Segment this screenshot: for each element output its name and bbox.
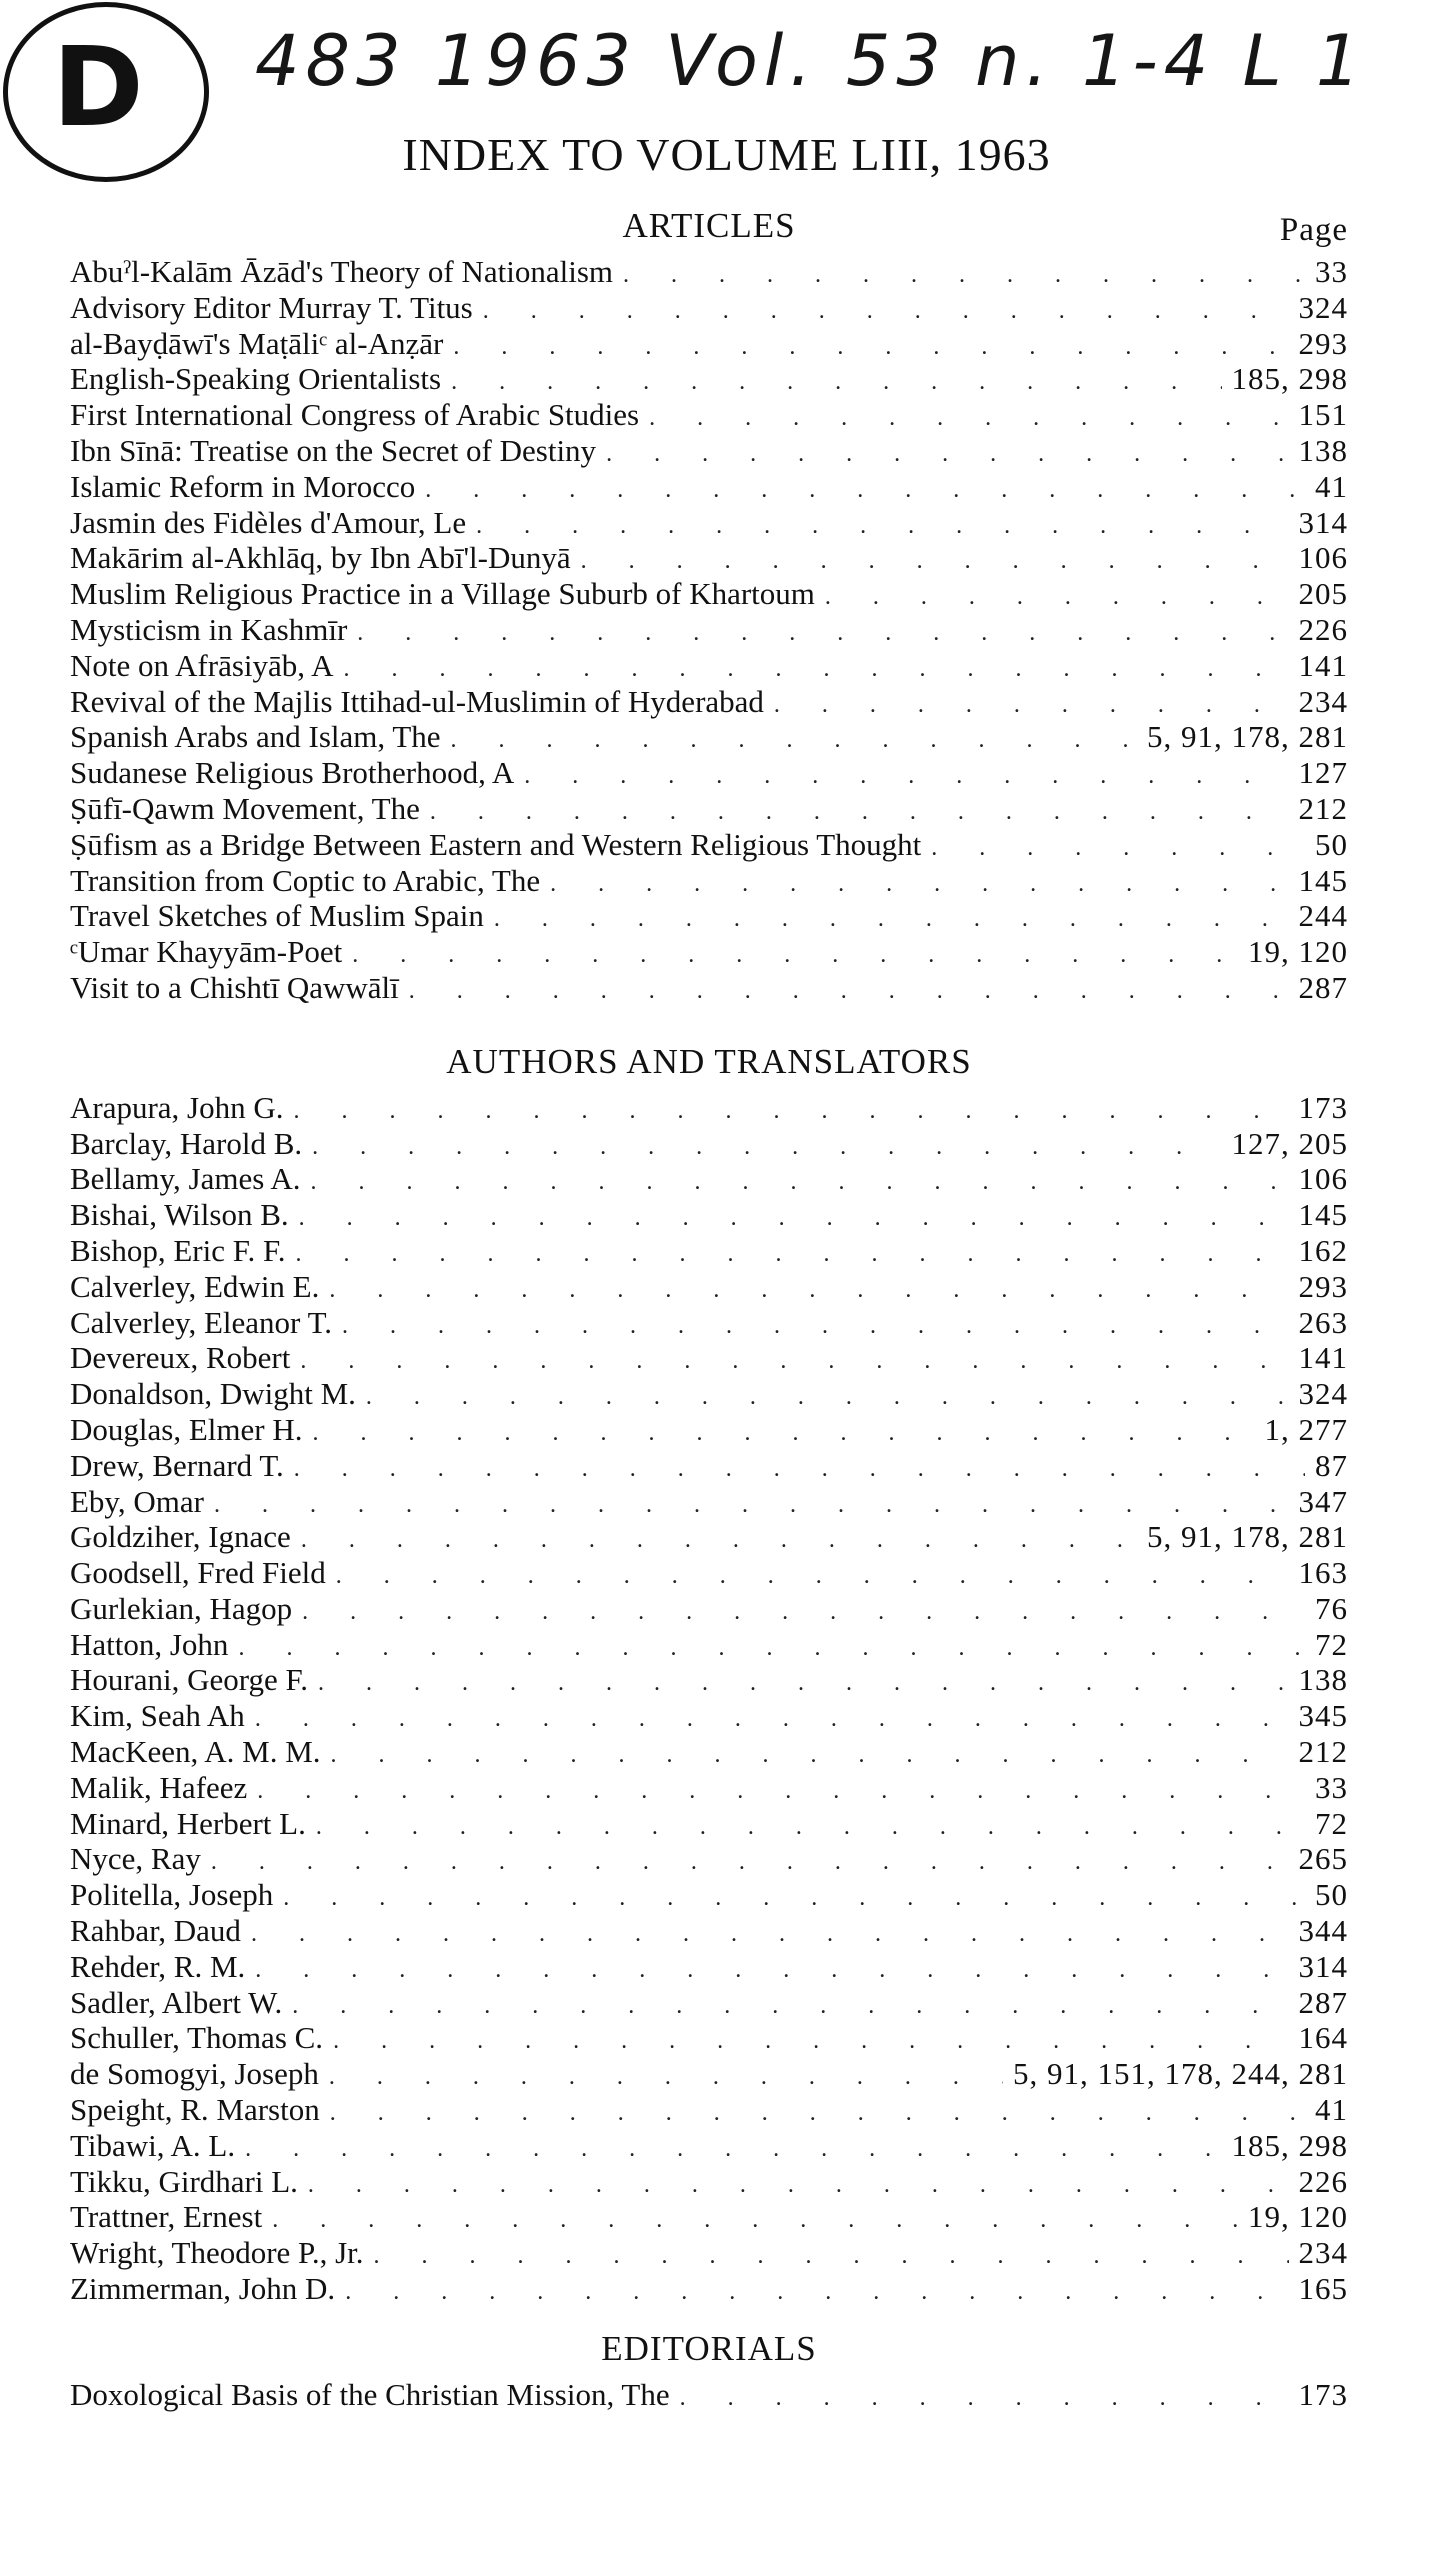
- author-entry-title: Goldziher, Ignace: [70, 1519, 291, 1555]
- article-entry-pages: 226: [1298, 611, 1348, 647]
- author-entry-pages: 265: [1298, 1841, 1348, 1877]
- dot-leader: [606, 437, 1288, 473]
- author-entry-title: Calverley, Edwin E.: [70, 1268, 320, 1304]
- article-entry-pages: 138: [1298, 432, 1348, 468]
- author-entry-title: Calverley, Eleanor T.: [70, 1304, 332, 1340]
- author-entry-pages: 234: [1298, 2235, 1348, 2271]
- page-title: INDEX TO VOLUME LIII, 1963: [402, 129, 1051, 180]
- author-entry: [70, 1627, 1348, 1663]
- author-entry-pages: 226: [1298, 2163, 1348, 2199]
- dot-leader: [550, 867, 1288, 903]
- article-entry-title: Mysticism in Kashmīr: [70, 611, 348, 647]
- article-entry: [70, 755, 1348, 791]
- editorial-entry-title: Doxological Basis of the Christian Mission, The: [70, 2376, 670, 2412]
- dot-leader: [316, 1810, 1305, 1846]
- article-entry: [70, 254, 1348, 290]
- author-entry-pages: 1, 277: [1264, 1411, 1348, 1447]
- author-entry-pages: 41: [1315, 2092, 1348, 2128]
- author-entry-title: Bishop, Eric F. F.: [70, 1232, 286, 1268]
- page-column-label: Page: [1279, 212, 1348, 248]
- dot-leader: [483, 294, 1289, 330]
- dot-leader: [451, 365, 1221, 401]
- articles-header: [70, 206, 1348, 254]
- author-entry: [70, 1913, 1348, 1949]
- editorials-heading: EDITORIALS: [601, 2328, 817, 2368]
- article-entry: [70, 576, 1348, 612]
- author-entry: [70, 1305, 1348, 1341]
- article-entry: [70, 397, 1348, 433]
- author-entry-title: Hourani, George F.: [70, 1662, 309, 1698]
- author-entry-pages: 5, 91, 151, 178, 244, 281: [1013, 2056, 1348, 2092]
- author-entry-title: MacKeen, A. M. M.: [70, 1734, 321, 1770]
- author-entry: [70, 2235, 1348, 2271]
- author-entry: [70, 1090, 1348, 1126]
- article-entry: [70, 898, 1348, 934]
- author-entry-title: Tikku, Girdhari L.: [70, 2163, 298, 2199]
- article-entry-pages: 314: [1298, 504, 1348, 540]
- article-entry-pages: 244: [1298, 898, 1348, 934]
- article-entry: [70, 648, 1348, 684]
- author-entry-pages: 164: [1298, 2020, 1348, 2056]
- authors-list: [70, 1090, 1348, 2307]
- dot-leader: [345, 2275, 1288, 2311]
- author-entry-title: Douglas, Elmer H.: [70, 1411, 303, 1447]
- dot-leader: [342, 1309, 1289, 1345]
- article-entry-title: Ṣūfism as a Bridge Between Eastern and Western Religious Thought: [70, 826, 922, 862]
- article-entry-pages: 19, 120: [1248, 934, 1348, 970]
- author-entry-pages: 293: [1298, 1268, 1348, 1304]
- dot-leader: [425, 473, 1305, 509]
- article-entry-title: Abuˀl-Kalām Āzād's Theory of Nationalism: [70, 254, 614, 289]
- author-entry-title: Bishai, Wilson B.: [70, 1197, 289, 1233]
- author-entry-title: Schuller, Thomas C.: [70, 2020, 324, 2056]
- author-entry-pages: 263: [1298, 1304, 1348, 1340]
- author-entry-title: Bellamy, James A.: [70, 1161, 301, 1197]
- author-entry: [70, 1233, 1348, 1269]
- article-entry: [70, 469, 1348, 505]
- author-entry-title: Arapura, John G.: [70, 1089, 284, 1125]
- article-entry-pages: 127: [1298, 755, 1348, 791]
- author-entry: [70, 1806, 1348, 1842]
- author-entry-pages: 347: [1298, 1483, 1348, 1519]
- author-entry-pages: 87: [1315, 1447, 1348, 1483]
- author-entry-title: Goodsell, Fred Field: [70, 1555, 326, 1591]
- author-entry-pages: 127, 205: [1231, 1125, 1348, 1161]
- dot-leader: [238, 1631, 1305, 1667]
- article-entry-pages: 234: [1298, 683, 1348, 719]
- article-entry-title: Ibn Sīnā: Treatise on the Secret of Destiny: [70, 432, 597, 468]
- author-entry-pages: 76: [1315, 1590, 1348, 1626]
- editorial-entry-pages: 173: [1298, 2376, 1348, 2412]
- author-entry-title: Gurlekian, Hagop: [70, 1590, 293, 1626]
- author-entry: [70, 1448, 1348, 1484]
- author-entry-pages: 5, 91, 178, 281: [1147, 1519, 1348, 1555]
- articles-heading: ARTICLES: [622, 206, 796, 245]
- dot-leader: [476, 509, 1288, 545]
- article-entry: [70, 612, 1348, 648]
- author-entry: [70, 1985, 1348, 2021]
- article-entry-title: Sudanese Religious Brotherhood, A: [70, 755, 515, 791]
- article-entry-title: English-Speaking Orientalists: [70, 361, 442, 397]
- dot-leader: [310, 1165, 1288, 1201]
- article-entry-title: Visit to a Chishtī Qawwālī: [70, 969, 399, 1005]
- handwritten-shelf-note: 483 1963 Vol. 53 n. 1-4 L 1: [255, 20, 1367, 102]
- article-entry-title: al-Bayḍāwī's Maṭāliᶜ al-Anẓār: [70, 325, 444, 361]
- article-entry: [70, 934, 1348, 970]
- author-entry-title: Politella, Joseph: [70, 1877, 274, 1913]
- dot-leader: [680, 2381, 1289, 2417]
- dot-leader: [301, 1523, 1137, 1559]
- dot-leader: [352, 938, 1238, 974]
- dot-leader: [494, 902, 1289, 938]
- author-entry-pages: 138: [1298, 1662, 1348, 1698]
- author-entry-title: Barclay, Harold B.: [70, 1125, 303, 1161]
- author-entry-title: Speight, R. Marston: [70, 2092, 320, 2128]
- author-entry-pages: 165: [1298, 2271, 1348, 2307]
- dot-leader: [308, 2168, 1289, 2204]
- author-entry-title: Donaldson, Dwight M.: [70, 1376, 356, 1412]
- dot-leader: [329, 1273, 1288, 1309]
- author-entry-title: Drew, Bernard T.: [70, 1447, 284, 1483]
- author-entry-title: Trattner, Ernest: [70, 2199, 263, 2235]
- author-entry-pages: 106: [1298, 1161, 1348, 1197]
- dot-leader: [251, 1917, 1289, 1953]
- editorial-entry: [70, 2377, 1348, 2413]
- author-entry-pages: 19, 120: [1248, 2199, 1348, 2235]
- dot-leader: [312, 1416, 1254, 1452]
- author-entry-title: Malik, Hafeez: [70, 1769, 248, 1805]
- author-entry: [70, 2164, 1348, 2200]
- author-entry: [70, 2092, 1348, 2128]
- article-entry-pages: 151: [1298, 397, 1348, 433]
- dot-leader: [245, 2132, 1221, 2168]
- dot-leader: [357, 616, 1288, 652]
- dot-leader: [374, 2239, 1289, 2275]
- article-entry: [70, 684, 1348, 720]
- author-entry: [70, 1340, 1348, 1376]
- article-entry: [70, 290, 1348, 326]
- author-entry: [70, 1269, 1348, 1305]
- article-entry-pages: 324: [1298, 289, 1348, 325]
- article-entry-title: Ṣūfī-Qawm Movement, The: [70, 790, 420, 826]
- author-entry-pages: 33: [1315, 1769, 1348, 1805]
- index-page: [70, 206, 1348, 2413]
- author-entry: [70, 1376, 1348, 1412]
- author-entry-pages: 72: [1315, 1626, 1348, 1662]
- author-entry: [70, 2271, 1348, 2307]
- article-entry-title: Travel Sketches of Muslim Spain: [70, 898, 484, 934]
- dot-leader: [649, 401, 1288, 437]
- author-entry: [70, 1197, 1348, 1233]
- article-entry-pages: 41: [1315, 468, 1348, 504]
- article-entry-title: Makārim al-Akhlāq, by Ibn Abī'l-Dunyā: [70, 540, 571, 576]
- author-entry-title: Rehder, R. M.: [70, 1948, 246, 1984]
- author-entry-pages: 163: [1298, 1555, 1348, 1591]
- article-entry: [70, 326, 1348, 362]
- author-entry: [70, 2128, 1348, 2164]
- article-entry-pages: 5, 91, 178, 281: [1147, 719, 1348, 755]
- article-entry-title: Transition from Coptic to Arabic, The: [70, 862, 541, 898]
- article-entry: [70, 361, 1348, 397]
- article-entry: [70, 791, 1348, 827]
- author-entry: [70, 1161, 1348, 1197]
- dot-leader: [524, 759, 1288, 795]
- dot-leader: [257, 1774, 1305, 1810]
- author-entry-title: Tibawi, A. L.: [70, 2127, 236, 2163]
- author-entry: [70, 1734, 1348, 1770]
- dot-leader: [623, 258, 1305, 294]
- authors-header: [70, 1042, 1348, 1090]
- author-entry-title: Devereux, Robert: [70, 1340, 291, 1376]
- article-entry-pages: 33: [1315, 254, 1348, 289]
- dot-leader: [292, 1989, 1288, 2025]
- dot-leader: [329, 2060, 1003, 2096]
- dot-leader: [283, 1881, 1305, 1917]
- author-entry-title: Nyce, Ray: [70, 1841, 201, 1877]
- dot-leader: [312, 1130, 1221, 1166]
- article-entry-title: ᶜUmar Khayyām-Poet: [70, 934, 343, 970]
- author-entry: [70, 1949, 1348, 1985]
- article-entry-pages: 293: [1298, 325, 1348, 361]
- author-entry: [70, 1877, 1348, 1913]
- dot-leader: [343, 652, 1288, 688]
- author-entry: [70, 1591, 1348, 1627]
- article-entry-pages: 145: [1298, 862, 1348, 898]
- article-entry-pages: 106: [1298, 540, 1348, 576]
- dot-leader: [774, 688, 1289, 724]
- author-entry-pages: 173: [1298, 1089, 1348, 1125]
- article-entry: [70, 827, 1348, 863]
- article-entry-pages: 205: [1298, 576, 1348, 612]
- dot-leader: [931, 831, 1305, 867]
- author-entry: [70, 2020, 1348, 2056]
- dot-leader: [581, 544, 1289, 580]
- author-entry-pages: 72: [1315, 1805, 1348, 1841]
- article-entry-pages: 212: [1298, 790, 1348, 826]
- article-entry-pages: 50: [1315, 826, 1348, 862]
- dot-leader: [430, 795, 1289, 831]
- author-entry-title: Hatton, John: [70, 1626, 229, 1662]
- author-entry-pages: 287: [1298, 1984, 1348, 2020]
- author-entry-pages: 50: [1315, 1877, 1348, 1913]
- author-entry-pages: 345: [1298, 1698, 1348, 1734]
- author-entry-pages: 145: [1298, 1197, 1348, 1233]
- author-entry-title: Zimmerman, John D.: [70, 2271, 336, 2307]
- author-entry-pages: 212: [1298, 1734, 1348, 1770]
- author-entry-title: Minard, Herbert L.: [70, 1805, 306, 1841]
- article-entry-title: Note on Afrāsiyāb, A: [70, 647, 334, 683]
- article-entry-pages: 141: [1298, 647, 1348, 683]
- article-entry-title: Revival of the Majlis Ittihad-ul-Muslimin of Hyderabad: [70, 683, 764, 719]
- authors-heading: AUTHORS AND TRANSLATORS: [446, 1041, 972, 1081]
- dot-leader: [366, 1380, 1289, 1416]
- author-entry-title: Kim, Seah Ah: [70, 1698, 245, 1734]
- dot-leader: [300, 1344, 1288, 1380]
- dot-leader: [296, 1237, 1289, 1273]
- author-entry-pages: 344: [1298, 1913, 1348, 1949]
- dot-leader: [333, 2024, 1288, 2060]
- author-entry: [70, 1412, 1348, 1448]
- author-entry: [70, 1484, 1348, 1520]
- dot-leader: [451, 723, 1137, 759]
- articles-list: [70, 254, 1348, 1006]
- article-entry: [70, 719, 1348, 755]
- author-entry: [70, 1126, 1348, 1162]
- author-entry-title: Rahbar, Daud: [70, 1913, 241, 1949]
- dot-leader: [318, 1666, 1288, 1702]
- dot-leader: [255, 1702, 1289, 1738]
- author-entry-title: Wright, Theodore P., Jr.: [70, 2235, 364, 2271]
- article-entry-title: Islamic Reform in Morocco: [70, 468, 416, 504]
- article-entry: [70, 505, 1348, 541]
- article-entry-title: Advisory Editor Murray T. Titus: [70, 289, 473, 325]
- author-entry: [70, 1662, 1348, 1698]
- author-entry-title: Sadler, Albert W.: [70, 1984, 283, 2020]
- author-entry: [70, 1698, 1348, 1734]
- dot-leader: [331, 1738, 1289, 1774]
- editorials-header: [70, 2329, 1348, 2377]
- author-entry-title: Eby, Omar: [70, 1483, 205, 1519]
- dot-leader: [272, 2203, 1238, 2239]
- editorials-list: [70, 2377, 1348, 2413]
- author-entry: [70, 2056, 1348, 2092]
- dot-leader: [825, 580, 1289, 616]
- dot-leader: [302, 1595, 1305, 1631]
- article-entry-title: Spanish Arabs and Islam, The: [70, 719, 441, 755]
- stamp-letter: D: [52, 23, 144, 151]
- dot-leader: [294, 1094, 1289, 1130]
- dot-leader: [211, 1845, 1289, 1881]
- article-entry: [70, 970, 1348, 1006]
- article-entry-pages: 287: [1298, 969, 1348, 1005]
- dot-leader: [299, 1201, 1289, 1237]
- author-entry-pages: 162: [1298, 1232, 1348, 1268]
- author-entry: [70, 1519, 1348, 1555]
- author-entry: [70, 1770, 1348, 1806]
- dot-leader: [409, 974, 1289, 1010]
- author-entry: [70, 1555, 1348, 1591]
- article-entry-title: First International Congress of Arabic Studies: [70, 397, 640, 433]
- dot-leader: [336, 1559, 1289, 1595]
- dot-leader: [255, 1953, 1288, 1989]
- dot-leader: [330, 2096, 1305, 2132]
- dot-leader: [214, 1488, 1288, 1524]
- article-entry: [70, 863, 1348, 899]
- article-entry: [70, 433, 1348, 469]
- author-entry-title: de Somogyi, Joseph: [70, 2056, 319, 2092]
- author-entry-pages: 185, 298: [1231, 2127, 1348, 2163]
- article-entry-title: Jasmin des Fidèles d'Amour, Le: [70, 504, 467, 540]
- dot-leader: [453, 330, 1288, 366]
- author-entry-pages: 324: [1298, 1376, 1348, 1412]
- article-entry: [70, 540, 1348, 576]
- dot-leader: [294, 1452, 1305, 1488]
- article-entry-title: Muslim Religious Practice in a Village Suburb of Khartoum: [70, 576, 815, 612]
- author-entry: [70, 2199, 1348, 2235]
- article-entry-pages: 185, 298: [1231, 361, 1348, 397]
- author-entry: [70, 1841, 1348, 1877]
- author-entry-pages: 141: [1298, 1340, 1348, 1376]
- author-entry-pages: 314: [1298, 1948, 1348, 1984]
